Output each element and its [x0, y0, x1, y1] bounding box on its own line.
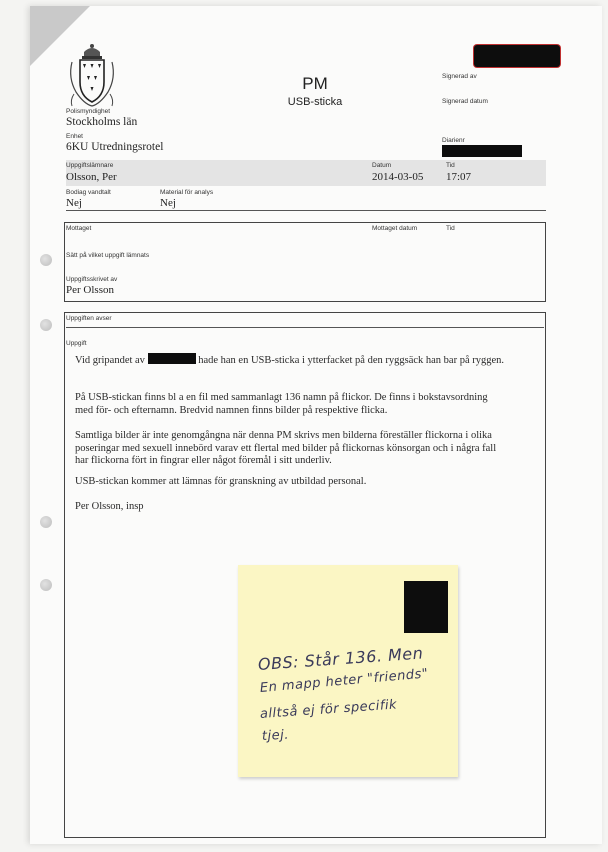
paragraph-1-end: hade han en USB-sticka i ytterfacket på den ryggsäck han bar på ryggen. — [198, 355, 505, 366]
redaction-block — [474, 45, 560, 67]
received-time-label: Tid — [446, 225, 455, 232]
time-value: 17:07 — [446, 171, 472, 183]
redaction-block — [442, 145, 522, 157]
deferred-value: Nej — [66, 197, 82, 209]
doc-subtitle: USB-sticka — [287, 96, 343, 108]
note-line-4: tjej. — [261, 727, 290, 744]
police-crest-logo — [66, 42, 118, 110]
note-line-3: alltså ej för specifik — [259, 697, 398, 722]
note-line-1: OBS: Står 136. Men — [257, 643, 424, 674]
received-date-label: Mottaget datum — [372, 225, 418, 232]
reporter-value: Olsson, Per — [66, 171, 117, 183]
deferred-label: Bodiag vandtalt — [66, 189, 111, 196]
unit-label: Enhet — [66, 133, 83, 140]
analysis-label: Material för analys — [160, 189, 214, 196]
punch-hole — [40, 579, 52, 591]
received-section — [64, 222, 546, 302]
reporter-label: Uppgiftslämnare — [66, 162, 114, 169]
authority-label: Polismyndighet — [66, 108, 111, 115]
punch-hole — [40, 319, 52, 331]
signature: Per Olsson, insp — [75, 501, 144, 512]
recorded-by-value: Per Olsson — [66, 284, 114, 296]
paragraph-2: På USB-stickan finns bl a en fil med sammanlagt 136 namn på flickor. De finns i bokstavsordning med för- och efternamn. Bredvid namnen finns bilder på respektive flicka. — [75, 392, 488, 416]
doc-type-title: PM — [302, 74, 328, 93]
punch-hole — [40, 516, 52, 528]
concerns-label: Uppgiften avser — [66, 315, 112, 322]
analysis-value: Nej — [160, 197, 176, 209]
content-label: Uppgift — [66, 340, 87, 347]
paragraph-1 — [75, 353, 505, 368]
redaction-block — [404, 581, 448, 633]
recorded-by-label: Uppgiftsskrivet av — [66, 276, 118, 283]
unit-value: 6KU Utredningsrotel — [66, 141, 164, 153]
received-label: Mottaget — [66, 225, 92, 232]
date-value: 2014-03-05 — [372, 171, 424, 183]
divider — [66, 210, 546, 211]
diary-label: Diarienr — [442, 137, 465, 144]
method-label: Sätt på vilket uppgift lämnats — [66, 252, 150, 259]
paragraph-3: Samtliga bilder är inte genomgångna när denna PM skrivs men bilderna föreställer flickorna i olika poseringar med sexuell innebörd varav ett flertal med bilder på flickornas könsorgan och i några fall har flickorna fört in fingrar eller något föremål i sitt underliv. — [75, 430, 497, 466]
document-page — [30, 6, 602, 844]
date-label: Datum — [372, 162, 392, 169]
authority-value: Stockholms län — [66, 116, 138, 128]
signed-date-label: Signerad datum — [442, 98, 488, 105]
reporter-row-shade — [66, 160, 546, 186]
paragraph-1-start: Vid gripandet av — [75, 355, 145, 366]
redacted-name — [148, 353, 196, 364]
paragraph-4: USB-stickan kommer att lämnas för granskning av utbildad personal. — [75, 476, 367, 487]
sticky-note — [238, 565, 458, 777]
note-line-2: En mapp heter "friends" — [259, 666, 429, 696]
divider — [66, 327, 544, 328]
signed-by-label: Signerad av — [442, 73, 477, 80]
punch-hole — [40, 254, 52, 266]
time-label: Tid — [446, 162, 455, 169]
